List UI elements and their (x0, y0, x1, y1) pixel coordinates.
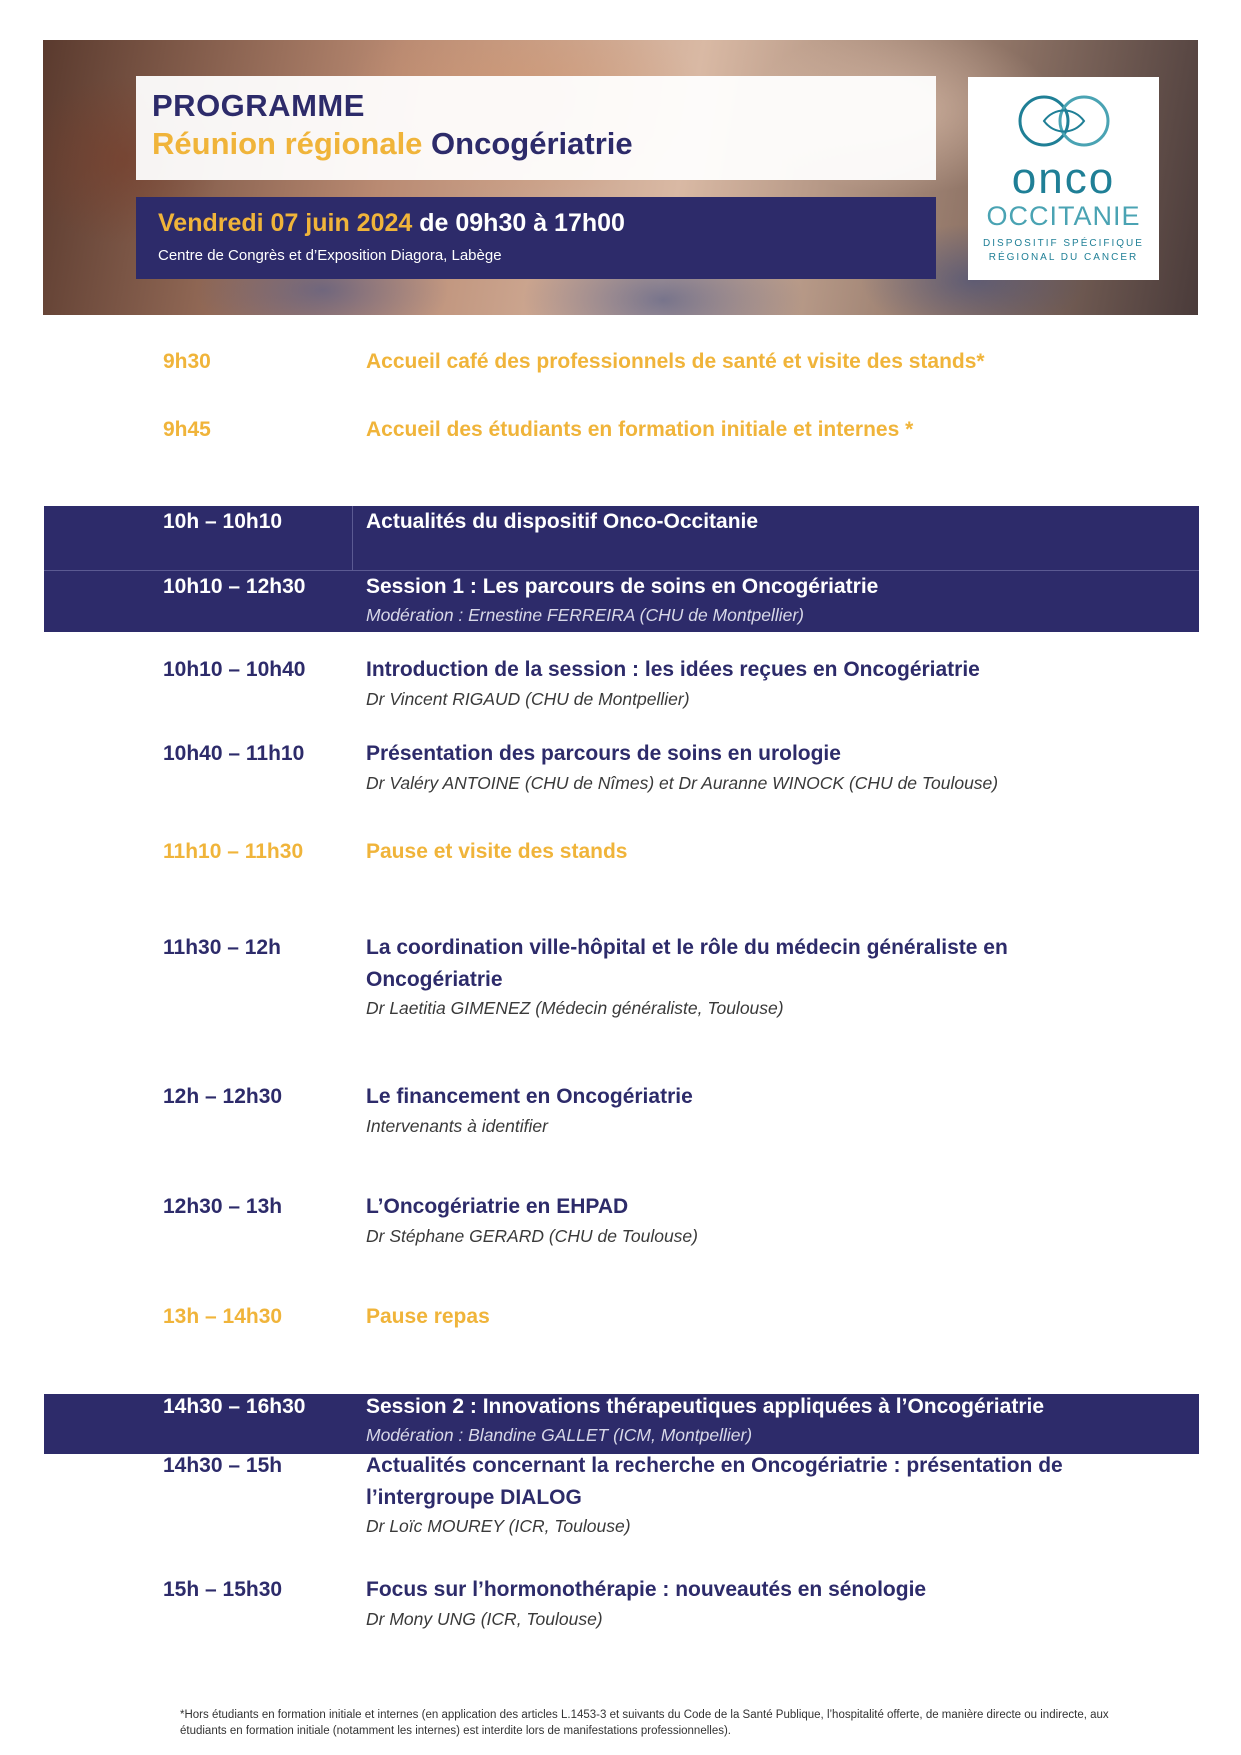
program-title: Accueil des étudiants en formation initiale et internes * (366, 418, 914, 441)
event-title (152, 126, 633, 162)
program-speaker: Dr Mony UNG (ICR, Toulouse) (366, 1609, 603, 1629)
event-venue: Centre de Congrès et d’Exposition Diagora, Labège (158, 247, 502, 264)
program-speaker: Modération : Ernestine FERREIRA (CHU de Montpellier) (366, 605, 804, 625)
event-date-day: Vendredi 07 juin 2024 (158, 209, 413, 237)
program-title: Pause repas (366, 1305, 490, 1328)
band-vertical-divider (352, 506, 353, 570)
logo-occitanie-text: OCCITANIE (986, 201, 1141, 231)
program-speaker: Dr Valéry ANTOINE (CHU de Nîmes) et Dr Auranne WINOCK (CHU de Toulouse) (366, 773, 999, 793)
program-title: Pause et visite des stands (366, 840, 628, 863)
date-box (136, 197, 936, 279)
program-time: 12h – 12h30 (163, 1085, 283, 1108)
program-time: 10h – 10h10 (163, 510, 283, 533)
event-title-part2: Oncogériatrie (431, 126, 633, 161)
program-speaker: Intervenants à identifier (366, 1116, 548, 1136)
program-title: Session 2 : Innovations thérapeutiques appliquées à l’Oncogériatrie (366, 1395, 1044, 1418)
program-time: 15h – 15h30 (163, 1578, 283, 1601)
program-time: 14h30 – 15h (163, 1454, 283, 1477)
logo-subtitle-line2: RÉGIONAL DU CANCER (988, 252, 1139, 263)
program-title: Session 1 : Les parcours de soins en Oncogériatrie (366, 575, 879, 598)
onco-occitanie-logo (968, 77, 1159, 280)
logo-subtitle-line1: DISPOSITIF SPÉCIFIQUE (983, 238, 1144, 249)
logo-onco-text: onco (1011, 154, 1116, 203)
program-speaker: Modération : Blandine GALLET (ICM, Montpellier) (366, 1425, 753, 1445)
program-title: Actualités concernant la recherche en Oncogériatrie : présentation de l’intergroupe DIALOG (366, 1454, 1063, 1509)
program-speaker: Dr Vincent RIGAUD (CHU de Montpellier) (366, 689, 690, 709)
program-title: Actualités du dispositif Onco-Occitanie (366, 510, 759, 533)
program-speaker: Dr Loïc MOUREY (ICR, Toulouse) (366, 1516, 631, 1536)
program-time: 9h30 (163, 350, 211, 373)
program-speaker: Dr Stéphane GERARD (CHU de Toulouse) (366, 1226, 698, 1246)
event-title-part1: Réunion régionale (152, 126, 423, 161)
program-time: 13h – 14h30 (163, 1305, 283, 1328)
program-time: 12h30 – 13h (163, 1195, 283, 1218)
program-title: Introduction de la session : les idées reçues en Oncogériatrie (366, 658, 980, 681)
program-time: 10h40 – 11h10 (163, 742, 305, 765)
program-time: 10h10 – 10h40 (163, 658, 306, 681)
program-time: 11h10 – 11h30 (163, 840, 304, 863)
program-title: La coordination ville-hôpital et le rôle du médecin généraliste en Oncogériatrie (366, 936, 1008, 991)
header-banner (43, 40, 1198, 315)
title-box (136, 76, 936, 180)
footnote: *Hors étudiants en formation initiale et internes (en application des articles L.1453-3 et suivants du Code de la Santé Publique, l’hospitalité offerte, de manière directe ou indirecte, aux étudiants en formation initiale (notamment les internes) est interdite lors de manifestations professionnelles). (180, 1709, 1109, 1737)
program-title: Accueil café des professionnels de santé et visite des stands* (366, 350, 985, 373)
program-title: Focus sur l’hormonothérapie : nouveautés en sénologie (366, 1578, 927, 1601)
program-speaker: Dr Laetitia GIMENEZ (Médecin généraliste, Toulouse) (366, 998, 784, 1018)
infinity-icon (1010, 91, 1118, 151)
program-time: 10h10 – 12h30 (163, 575, 306, 598)
event-date (158, 209, 625, 238)
program-title: Le financement en Oncogériatrie (366, 1085, 693, 1108)
program-time: 9h45 (163, 418, 211, 441)
program-time: 11h30 – 12h (163, 936, 281, 959)
event-date-hours: de 09h30 à 17h00 (419, 209, 625, 237)
program-time: 14h30 – 16h30 (163, 1395, 306, 1418)
program-title: Présentation des parcours de soins en urologie (366, 742, 841, 765)
program-title: L’Oncogériatrie en EHPAD (366, 1195, 629, 1218)
programme-heading: PROGRAMME (152, 88, 365, 123)
